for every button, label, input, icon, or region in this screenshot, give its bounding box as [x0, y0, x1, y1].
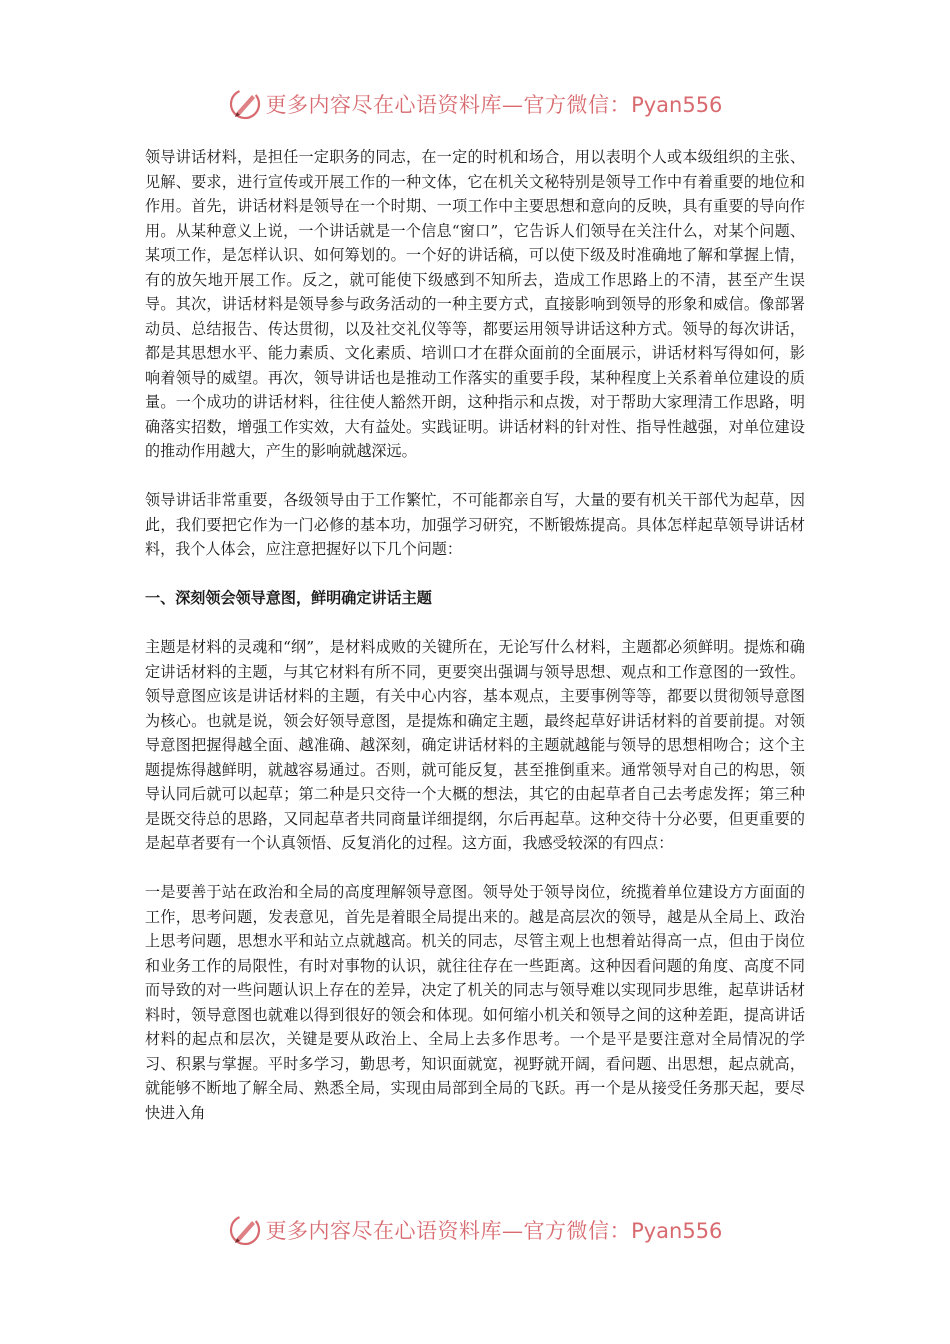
section-heading: 一、深刻领会领导意图，鲜明确定讲话主题 — [145, 589, 432, 607]
watermark-banner-bottom — [0, 1210, 950, 1250]
paragraph: 主题是材料的灵魂和“纲”，是材料成败的关键所在，无论写什么材料，主题都必须鲜明。提炼和确定讲话材料的主题，与其它材料有所不同，更要突出强调与领导思想、观点和工作意图的一致性。领导意图应该是讲话材料的主题，有关中心内容，基本观点，主要事例等等，都要以贯彻领导意图为核心。也就是说，领会好领导意图，是提炼和确定主题，最终起草好讲话材料的首要前提。对领导意图把握得越全面、越准确、越深刻，确定讲话材料的主题就越能与领导的思想相吻合；这个主题提炼得越鲜明，就越容易通过。否则，就可能反复，甚至推倒重来。通常领导对自己的构思，领导认同后就可以起草；第二种是只交待一个大概的想法，其它的由起草者自己去考虑发挥；第三种是既交待总的思路，又同起草者共同商量详细提纲，尔后再起草。这种交待十分必要，但更重要的是起草者要有一个认真领悟、反复消化的过程。这方面，我感受较深的有四点： — [145, 638, 805, 852]
watermark-text: 更多内容尽在心语资料库—官方微信：Pyan556 — [265, 1219, 723, 1243]
paragraph: 领导讲话材料，是担任一定职务的同志，在一定的时机和场合，用以表明个人或本级组织的主张、见解、要求，进行宣传或开展工作的一种文体，它在机关文秘特别是领导工作中有着重要的地位和作用。首先，讲话材料是领导在一个时期、一项工作中主要思想和意向的反映，具有重要的导向作用。从某种意义上说，一个讲话就是一个信息“窗口”，它告诉人们领导在关注什么，对某个问题、某项工作，是怎样认识、如何筹划的。一个好的讲话稿，可以使下级及时准确地了解和掌握上情，有的放矢地开展工作。反之，就可能使下级感到不知所去，造成工作思路上的不清，甚至产生误导。其次，讲话材料是领导参与政务活动的一种主要方式，直接影响到领导的形象和威信。像部署动员、总结报告、传达贯彻，以及社交礼仪等等，都要运用领导讲话这种方式。领导的每次讲话，都是其思想水平、能力素质、文化素质、培训口才在群众面前的全面展示，讲话材料写得如何，影响着领导的威望。再次，领导讲话也是推动工作落实的重要手段，某种程度上关系着单位建设的质量。一个成功的讲话材料，往往使人豁然开朗，这种指示和点拨，对于帮助大家理清工作思路，明确落实招数，增强工作实效，大有益处。实践证明。讲话材料的针对性、指导性越强，对单位建设的推动作用越大，产生的影响就越深远。 — [145, 148, 805, 460]
paragraph: 领导讲话非常重要，各级领导由于工作繁忙，不可能都亲自写，大量的要有机关干部代为起草，因此，我们要把它作为一门必修的基本功，加强学习研究，不断锻炼提高。具体怎样起草领导讲话材料，我个人体会，应注意把握好以下几个问题： — [145, 491, 805, 558]
pen-logo-icon — [228, 1213, 262, 1247]
paragraph: 一是要善于站在政治和全局的高度理解领导意图。领导处于领导岗位，统揽着单位建设方方面面的工作，思考问题，发表意见，首先是着眼全局提出来的。越是高层次的领导，越是从全局上、政治上思考问题，思想水平和站立点就越高。机关的同志，尽管主观上也想着站得高一点，但由于岗位和业务工作的局限性，有时对事物的认识，就往往存在一些距离。这种因看问题的角度、高度不同而导致的对一些问题认识上存在的差异，决定了机关的同志与领导难以实现同步思维，起草讲话材料时，领导意图也就难以得到很好的领会和体现。如何缩小机关和领导之间的这种差距，提高讲话材料的起点和层次，关键是要从政治上、全局上去多作思考。一个是平是要注意对全局情况的学习、积累与掌握。平时多学习，勤思考，知识面就宽，视野就开阔，看问题、出思想，起点就高，就能够不断地了解全局、熟悉全局，实现由局部到全局的飞跃。再一个是从接受任务那天起，要尽快进入角 — [145, 883, 805, 1122]
document-body — [145, 145, 805, 1125]
watermark-text: 更多内容尽在心语资料库—官方微信：Pyan556 — [265, 93, 723, 117]
watermark-banner-top — [0, 84, 950, 124]
pen-logo-icon — [228, 87, 262, 121]
